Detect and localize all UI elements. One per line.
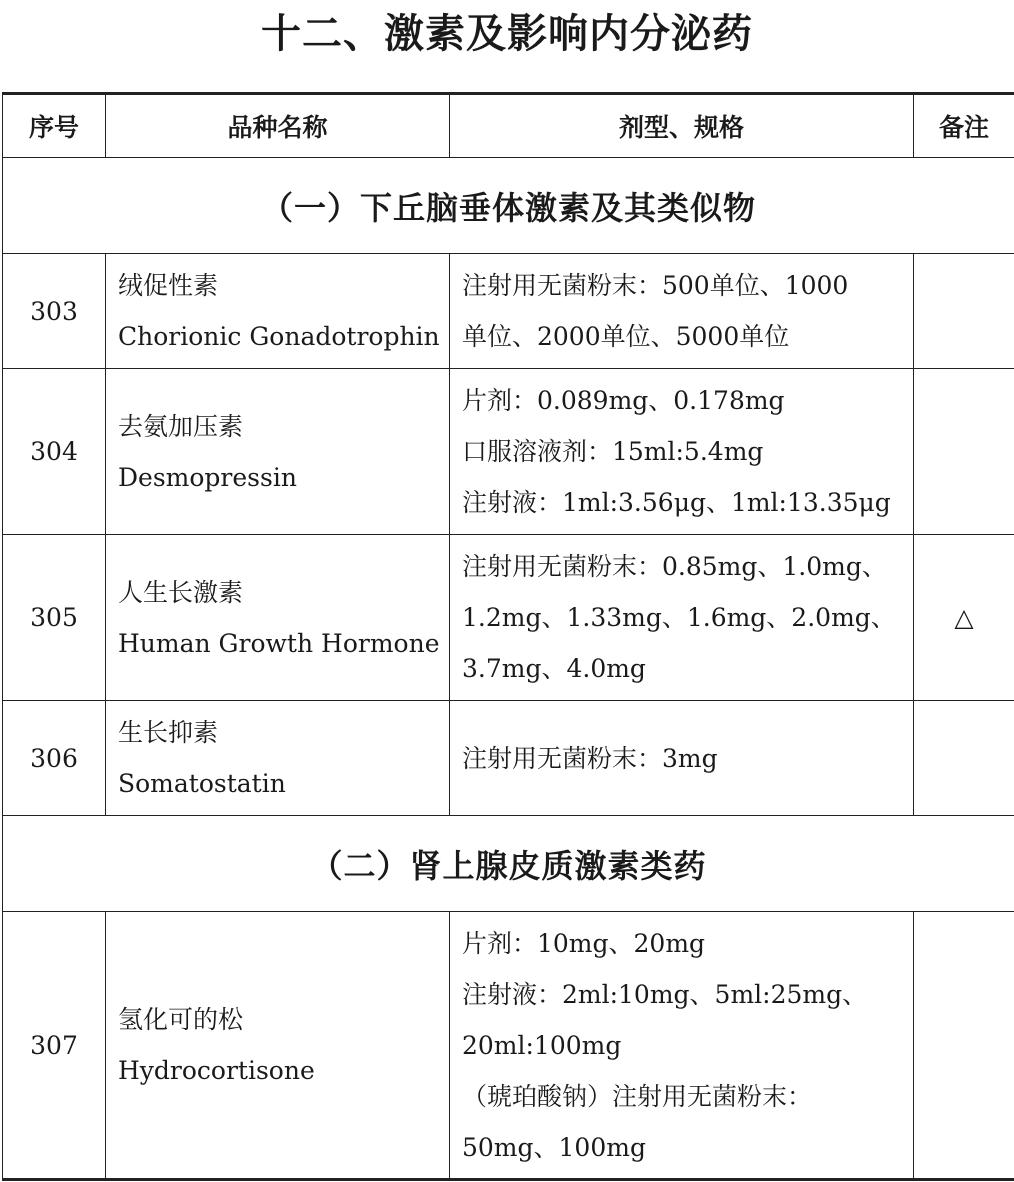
drug-name-en: Desmopressin bbox=[118, 462, 297, 492]
drug-name-cn: 生长抑素 bbox=[118, 718, 219, 747]
row-number: 304 bbox=[3, 369, 106, 535]
drug-name-cn: 人生长激素 bbox=[118, 577, 244, 607]
spec-line: （琥珀酸钠）注射用无菌粉末： bbox=[462, 1081, 813, 1111]
spec-cell bbox=[450, 912, 914, 1180]
drug-name-cell bbox=[106, 535, 450, 701]
table-row bbox=[3, 535, 1014, 701]
drug-name-cell bbox=[106, 912, 450, 1180]
remark-cell bbox=[914, 254, 1014, 369]
spec-line: 注射用无菌粉末：500单位、1000 bbox=[462, 271, 849, 300]
drug-name-cell bbox=[106, 369, 450, 535]
spec-cell bbox=[450, 701, 914, 816]
drug-name-cn: 去氨加压素 bbox=[118, 411, 244, 441]
spec-line: 片剂：10mg、20mg bbox=[462, 928, 706, 958]
table-row bbox=[3, 369, 1014, 535]
spec-line: 单位、2000单位、5000单位 bbox=[462, 322, 790, 351]
page-title: 十二、激素及影响内分泌药 bbox=[261, 11, 753, 57]
spec-line: 片剂：0.089mg、0.178mg bbox=[462, 386, 785, 415]
spec-line: 1.2mg、1.33mg、1.6mg、2.0mg、 bbox=[462, 603, 896, 632]
spec-cell bbox=[450, 535, 914, 701]
drug-name-cell bbox=[106, 701, 450, 816]
remark-cell bbox=[914, 912, 1014, 1180]
spec-cell bbox=[450, 369, 914, 535]
drug-name-en: Chorionic Gonadotrophin bbox=[118, 322, 440, 351]
spec-line: 50mg、100mg bbox=[462, 1132, 646, 1162]
spec-line: 注射液：2ml:10mg、5ml:25mg、 bbox=[462, 979, 868, 1009]
header-remark: 备注 bbox=[914, 94, 1014, 158]
spec-line: 注射用无菌粉末：0.85mg、1.0mg、 bbox=[462, 552, 887, 581]
drug-name-cn: 氢化可的松 bbox=[118, 1005, 244, 1034]
spec-line: 3.7mg、4.0mg bbox=[462, 654, 646, 683]
row-number: 305 bbox=[3, 535, 106, 701]
drug-table bbox=[2, 92, 1014, 1181]
table-row bbox=[3, 254, 1014, 369]
spec-line: 口服溶液剂：15ml:5.4mg bbox=[462, 437, 764, 466]
spec-line: 20ml:100mg bbox=[462, 1030, 622, 1060]
section-row bbox=[3, 816, 1014, 912]
spec-cell bbox=[450, 254, 914, 369]
spec-line: 注射液：1ml:3.56μg、1ml:13.35μg bbox=[462, 488, 891, 517]
drug-name-en: Somatostatin bbox=[118, 769, 286, 798]
remark-triangle: △ bbox=[914, 535, 1014, 701]
header-name: 品种名称 bbox=[106, 94, 450, 158]
table-row bbox=[3, 912, 1014, 1180]
header-spec: 剂型、规格 bbox=[450, 94, 914, 158]
drug-name-cell bbox=[106, 254, 450, 369]
row-number: 303 bbox=[3, 254, 106, 369]
table-row bbox=[3, 701, 1014, 816]
row-number: 307 bbox=[3, 912, 106, 1180]
section-title: （二）肾上腺皮质激素类药 bbox=[3, 816, 1014, 912]
remark-cell bbox=[914, 701, 1014, 816]
drug-name-en: Hydrocortisone bbox=[118, 1056, 315, 1085]
header-no: 序号 bbox=[3, 94, 106, 158]
section-row bbox=[3, 158, 1014, 254]
spec-line: 注射用无菌粉末：3mg bbox=[462, 743, 718, 773]
section-title: （一）下丘脑垂体激素及其类似物 bbox=[3, 158, 1014, 254]
drug-name-en: Human Growth Hormone bbox=[118, 628, 440, 658]
row-number: 306 bbox=[3, 701, 106, 816]
remark-cell bbox=[914, 369, 1014, 535]
drug-name-cn: 绒促性素 bbox=[118, 271, 219, 300]
table-header-row bbox=[3, 94, 1014, 158]
